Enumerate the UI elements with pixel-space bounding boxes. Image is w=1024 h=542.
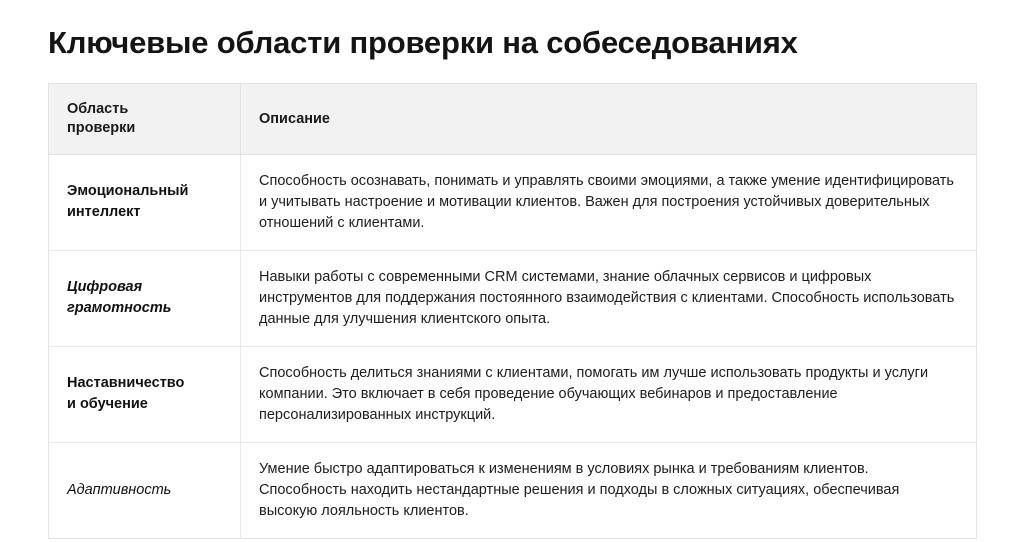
cell-area-line1: Цифровая	[67, 279, 143, 296]
cell-description: Навыки работы с современными CRM системами, знание облачных сервисов и цифровых инструментов для поддержания постоянного взаимодействия с клиентами. Способность использовать данные для улучшения клиентского опыта.	[241, 250, 977, 346]
cell-description: Способность делиться знаниями с клиентами, помогать им лучше использовать продукты и услуги компании. Это включает в себя проведение обучающих вебинаров и предоставление персонализированных инструкций.	[241, 346, 977, 442]
column-header-area	[49, 84, 241, 155]
cell-description: Способность осознавать, понимать и управлять своими эмоциями, а также умение идентифицировать и учитывать настроение и мотивации клиентов. Важен для построения устойчивых доверительных отношений с клиентами.	[241, 154, 977, 250]
column-header-description: Описание	[241, 84, 977, 155]
table-header	[49, 84, 977, 155]
table-header-row	[49, 84, 977, 155]
cell-area	[49, 154, 241, 250]
table-body	[49, 154, 977, 538]
column-header-area-line1: Область	[67, 101, 129, 118]
page-title: Ключевые области проверки на собеседованиях	[48, 25, 798, 60]
cell-area	[49, 443, 241, 539]
interview-areas-table	[48, 83, 977, 539]
column-header-area-line2: проверки	[67, 120, 136, 137]
cell-area	[49, 250, 241, 346]
table-row	[49, 346, 977, 442]
cell-area-line2: грамотность	[67, 300, 172, 317]
cell-area-line1: Наставничество	[67, 375, 185, 392]
cell-area-line2: и обучение	[67, 396, 148, 413]
cell-area-line2: интеллект	[67, 204, 141, 221]
cell-description: Умение быстро адаптироваться к изменениям в условиях рынка и требованиям клиентов. Способность находить нестандартные решения и подходы в сложных ситуациях, обеспечивая высокую лояльность клиентов.	[241, 443, 977, 539]
table-row	[49, 443, 977, 539]
table-row	[49, 154, 977, 250]
cell-area-line1: Эмоциональный	[67, 183, 189, 200]
table-row	[49, 250, 977, 346]
cell-area-line1: Адаптивность	[67, 482, 172, 499]
cell-area	[49, 346, 241, 442]
